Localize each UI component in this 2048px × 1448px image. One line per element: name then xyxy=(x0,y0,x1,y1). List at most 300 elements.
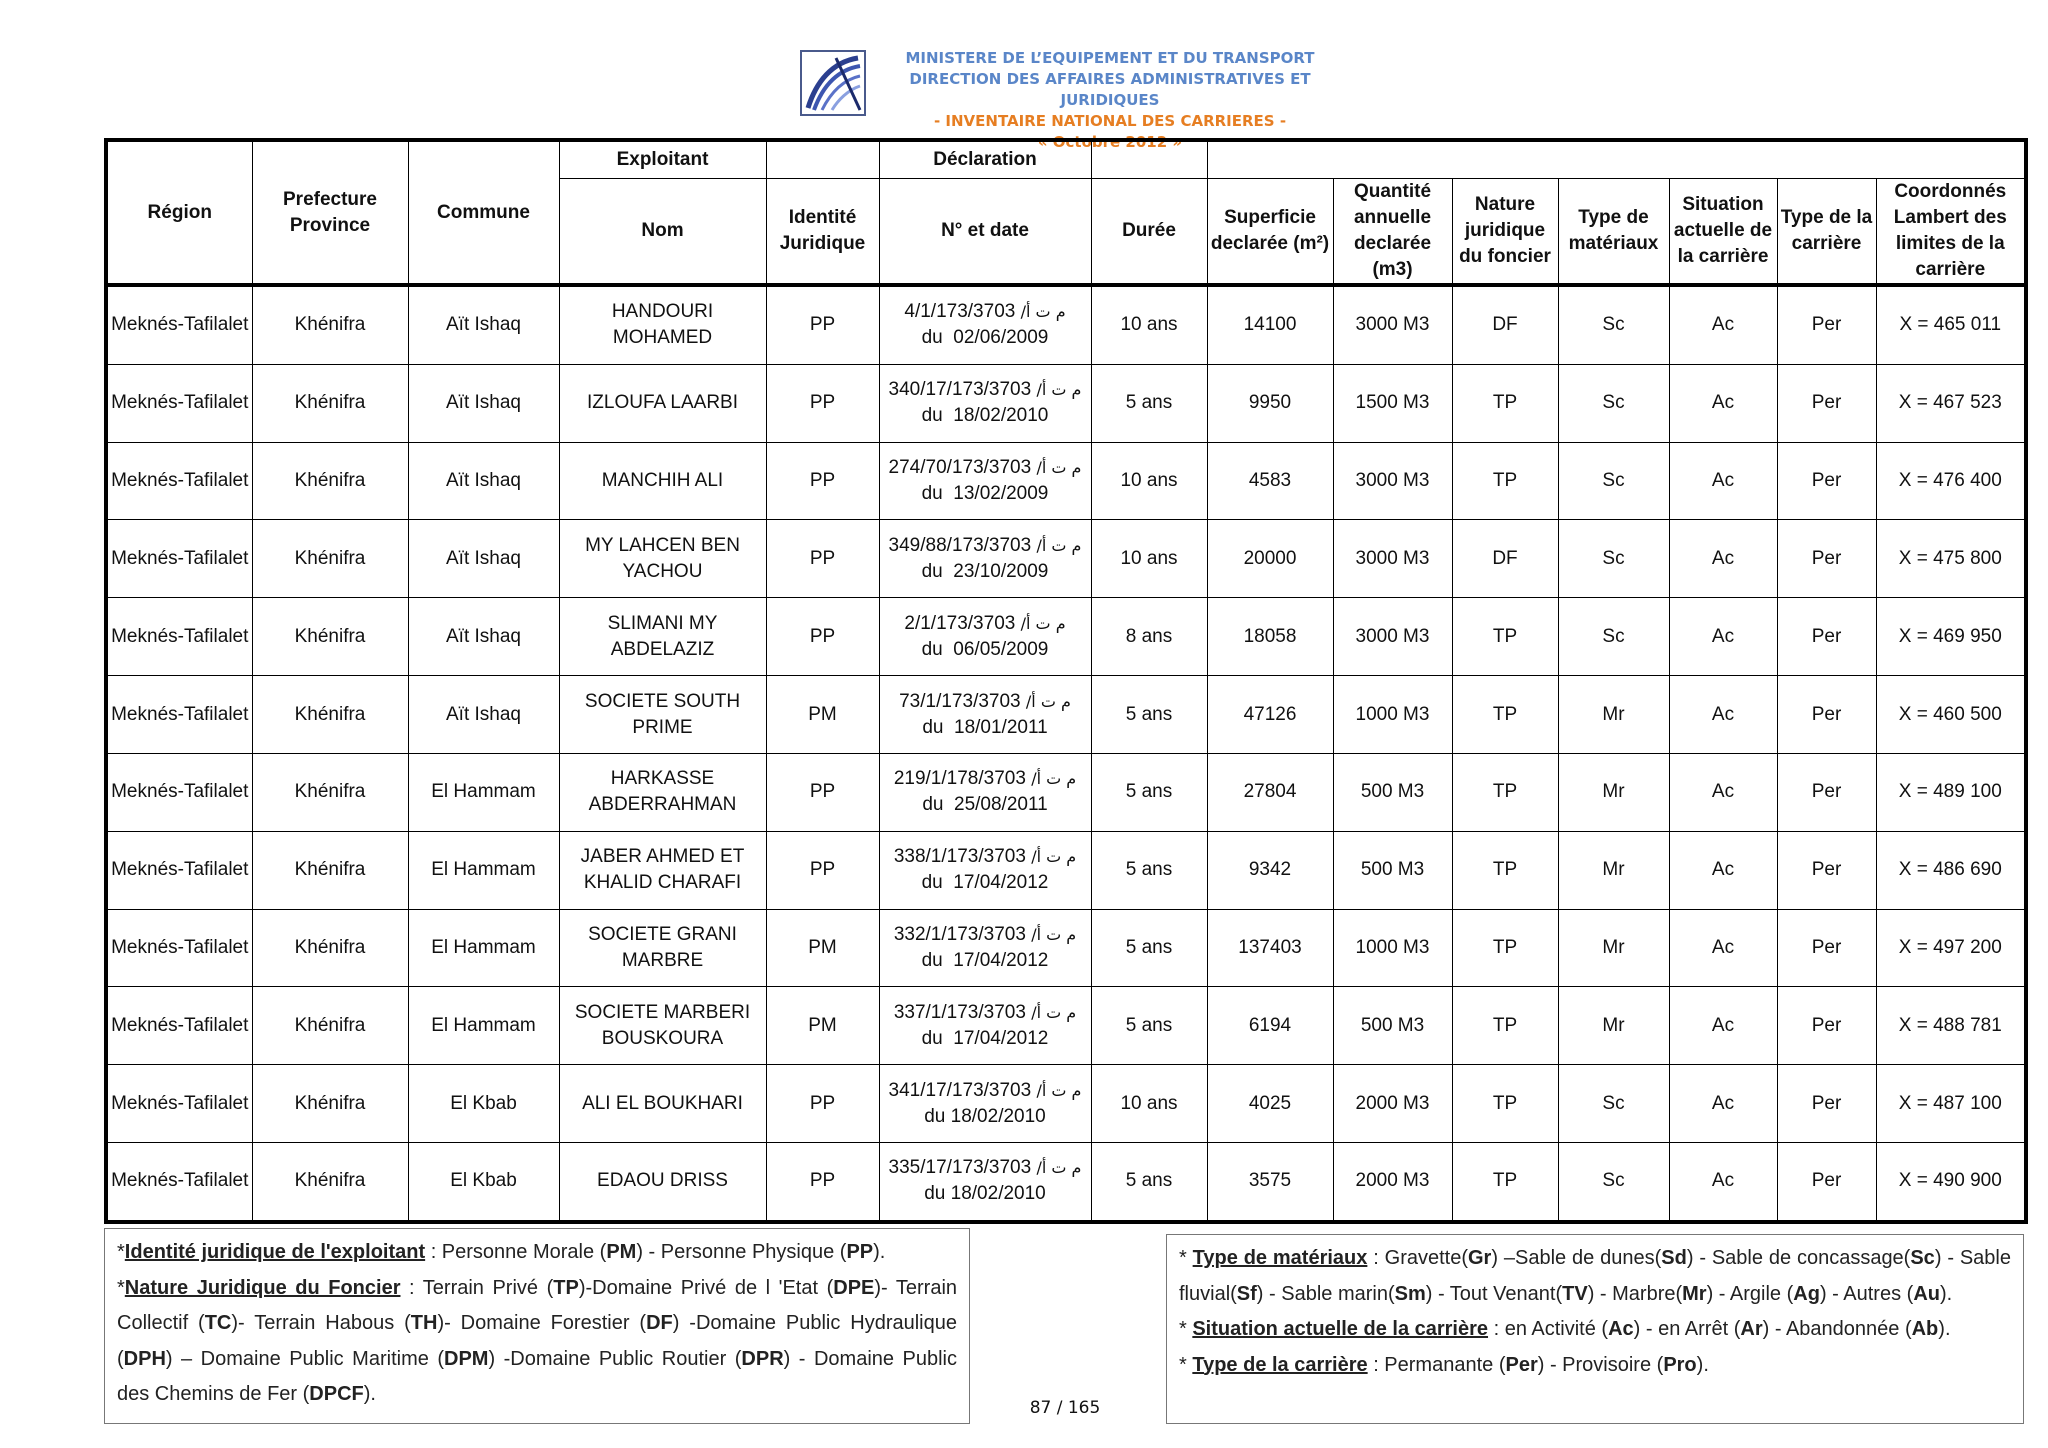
cell-quantite: 3000 M3 xyxy=(1333,598,1452,676)
cell-materiaux: Mr xyxy=(1558,909,1669,987)
cell-nature: TP xyxy=(1452,676,1558,754)
cell-nom: SOCIETE SOUTH PRIME xyxy=(559,676,766,754)
cell-region: Meknés-Tafilalet xyxy=(106,831,252,909)
declaration-date: du 18/02/2010 xyxy=(924,1105,1046,1127)
declaration-number: 349/88/173/3703 xyxy=(888,534,1032,556)
quarries-table xyxy=(104,138,2028,1224)
legend-text: ) - Tout Venant( xyxy=(1425,1282,1563,1305)
cell-quantite: 2000 M3 xyxy=(1333,1142,1452,1222)
cell-nom: ALI EL BOUKHARI xyxy=(559,1065,766,1143)
cell-type: Per xyxy=(1777,520,1876,598)
cell-identite: PP xyxy=(766,442,879,520)
legend-identite-title: Identité juridique de l'exploitant xyxy=(124,1241,426,1263)
cell-type: Per xyxy=(1777,753,1876,831)
cell-materiaux: Sc xyxy=(1558,364,1669,442)
cell-materiaux: Mr xyxy=(1558,987,1669,1065)
col-region: Région xyxy=(106,140,252,285)
cell-coordonnees: X = 490 900 xyxy=(1876,1142,2026,1222)
table-row xyxy=(106,1065,2026,1143)
legend-code: Ag xyxy=(1793,1282,1820,1305)
cell-nom: SOCIETE GRANI MARBRE xyxy=(559,909,766,987)
declaration-number: 73/1/173/3703 xyxy=(899,690,1021,712)
cell-coordonnees: X = 465 011 xyxy=(1876,285,2026,364)
cell-commune: El Hammam xyxy=(408,987,559,1065)
cell-duree: 5 ans xyxy=(1091,831,1207,909)
cell-region: Meknés-Tafilalet xyxy=(106,676,252,754)
cell-quantite: 3000 M3 xyxy=(1333,285,1452,364)
declaration-date: du 17/04/2012 xyxy=(921,949,1049,971)
cell-quantite: 3000 M3 xyxy=(1333,442,1452,520)
cell-duree: 5 ans xyxy=(1091,364,1207,442)
cell-region: Meknés-Tafilalet xyxy=(106,520,252,598)
col-identite: Identité Juridique xyxy=(766,179,879,286)
declaration-number: 219/1/178/3703 xyxy=(893,768,1026,790)
cell-identite: PP xyxy=(766,831,879,909)
cell-nature: TP xyxy=(1452,909,1558,987)
cell-province: Khénifra xyxy=(252,831,408,909)
legend-left xyxy=(104,1228,970,1424)
legend-code: TV xyxy=(1562,1282,1588,1305)
legend-text: ) - Domaine Public des Chemins de Fer ( xyxy=(117,1347,957,1405)
legend-situation-title: Situation actuelle de la carrière xyxy=(1192,1318,1489,1340)
cell-superficie: 4583 xyxy=(1207,442,1333,520)
legend-text: ). xyxy=(873,1241,886,1263)
cell-duree: 10 ans xyxy=(1091,520,1207,598)
document-date: « Octobre 2012 » xyxy=(1037,133,1183,151)
legend-code: Sf xyxy=(1236,1282,1257,1305)
declaration-date: du 06/05/2009 xyxy=(921,638,1049,660)
legend-text: ) - Marbre( xyxy=(1587,1282,1683,1305)
cell-identite: PP xyxy=(766,1142,879,1222)
legend-text: ). xyxy=(1938,1318,1951,1340)
cell-coordonnees: X = 489 100 xyxy=(1876,753,2026,831)
legend-code: Per xyxy=(1505,1353,1538,1376)
col-prefecture: Prefecture Province xyxy=(252,140,408,285)
ministry-name: MINISTERE DE L’EQUIPEMENT ET DU TRANSPORT xyxy=(905,49,1315,67)
declaration-date: du 13/02/2009 xyxy=(921,483,1049,505)
declaration-number: 337/1/173/3703 xyxy=(893,1001,1026,1023)
cell-declaration xyxy=(879,1065,1091,1143)
cell-quantite: 1000 M3 xyxy=(1333,909,1452,987)
cell-nom: HARKASSE ABDERRAHMAN xyxy=(559,753,766,831)
cell-declaration xyxy=(879,753,1091,831)
legend-text: : Gravette( xyxy=(1367,1247,1468,1269)
cell-quantite: 1500 M3 xyxy=(1333,364,1452,442)
legend-situation-items xyxy=(1488,1318,1938,1340)
declaration-number: 4/1/173/3703 xyxy=(904,301,1016,323)
cell-commune: Aït Ishaq xyxy=(408,442,559,520)
cell-declaration xyxy=(879,831,1091,909)
cell-type: Per xyxy=(1777,909,1876,987)
legend-code: Sm xyxy=(1394,1282,1426,1305)
cell-identite: PP xyxy=(766,520,879,598)
cell-province: Khénifra xyxy=(252,442,408,520)
legend-type: * Type de la carrière : Permanante (Per) - Provisoire (Pro). xyxy=(1179,1353,1709,1376)
cell-identite: PP xyxy=(766,285,879,364)
legend-text: ). xyxy=(363,1383,376,1405)
cell-superficie: 4025 xyxy=(1207,1065,1333,1143)
table-row xyxy=(106,520,2026,598)
cell-commune: Aït Ishaq xyxy=(408,598,559,676)
col-coordonnees: Coordonnés Lambert des limites de la carrière xyxy=(1876,179,2026,286)
cell-nature: TP xyxy=(1452,1065,1558,1143)
cell-commune: El Hammam xyxy=(408,831,559,909)
col-nature: Nature juridique du foncier xyxy=(1452,179,1558,286)
col-situation: Situation actuelle de la carrière xyxy=(1669,179,1777,286)
table-row xyxy=(106,598,2026,676)
cell-declaration xyxy=(879,442,1091,520)
legend-text: ) - en Arrêt ( xyxy=(1633,1318,1741,1340)
table-row xyxy=(106,909,2026,987)
cell-commune: El Hammam xyxy=(408,753,559,831)
cell-coordonnees: X = 475 800 xyxy=(1876,520,2026,598)
cell-materiaux: Sc xyxy=(1558,1142,1669,1222)
declaration-date: du 18/02/2010 xyxy=(924,1183,1046,1205)
direction-name: DIRECTION DES AFFAIRES ADMINISTRATIVES ET JURIDIQUES xyxy=(909,70,1311,109)
cell-nom: MY LAHCEN BEN YACHOU xyxy=(559,520,766,598)
declaration-arabic-prefix: م ت أ/ xyxy=(1020,613,1066,633)
legend-code: DPE xyxy=(833,1276,875,1299)
cell-superficie: 137403 xyxy=(1207,909,1333,987)
table-row xyxy=(106,676,2026,754)
legend-materiaux-title: Type de matériaux xyxy=(1192,1247,1368,1269)
legend-right xyxy=(1166,1234,2024,1424)
cell-materiaux: Sc xyxy=(1558,442,1669,520)
ministry-logo-icon xyxy=(800,50,866,116)
declaration-date: du 18/02/2010 xyxy=(921,405,1049,427)
legend-text: ) - Abandonnée ( xyxy=(1762,1318,1912,1340)
cell-nom: IZLOUFA LAARBI xyxy=(559,364,766,442)
cell-identite: PM xyxy=(766,987,879,1065)
cell-commune: Aït Ishaq xyxy=(408,364,559,442)
cell-nature: TP xyxy=(1452,1142,1558,1222)
legend-text: : en Activité ( xyxy=(1488,1318,1609,1340)
cell-type: Per xyxy=(1777,1142,1876,1222)
declaration-number: 332/1/173/3703 xyxy=(893,923,1026,945)
cell-materiaux: Sc xyxy=(1558,1065,1669,1143)
cell-nom: JABER AHMED ET KHALID CHARAFI xyxy=(559,831,766,909)
col-superficie: Superficie declarée (m²) xyxy=(1207,179,1333,286)
cell-coordonnees: X = 476 400 xyxy=(1876,442,2026,520)
cell-nature: TP xyxy=(1452,831,1558,909)
cell-type: Per xyxy=(1777,442,1876,520)
empty-header-cell xyxy=(1207,140,2026,179)
cell-nom: MANCHIH ALI xyxy=(559,442,766,520)
cell-declaration xyxy=(879,364,1091,442)
declaration-date: du 17/04/2012 xyxy=(921,872,1049,894)
cell-superficie: 20000 xyxy=(1207,520,1333,598)
legend-text: : Permanante ( xyxy=(1367,1353,1506,1376)
legend-materiaux: * Type de matériaux : Gravette(Gr) –Sable de dunes(Sd) - Sable de concassage(Sc) - Sable fluvial(Sf) - Sable marin(Sm) - Tout Venant(TV) - Marbre(Mr) - Argile (Ag) - Autres (Au). xyxy=(1179,1247,2011,1305)
cell-nom: SLIMANI MY ABDELAZIZ xyxy=(559,598,766,676)
cell-duree: 8 ans xyxy=(1091,598,1207,676)
legend-code: DPH xyxy=(123,1347,166,1370)
legend-situation: * Situation actuelle de la carrière : en Activité (Ac) - en Arrêt (Ar) - Abandonnée (Ab). xyxy=(1179,1318,1951,1340)
cell-province: Khénifra xyxy=(252,1065,408,1143)
empty-header-cell xyxy=(1091,140,1207,179)
legend-code: DPCF xyxy=(309,1383,364,1405)
cell-superficie: 3575 xyxy=(1207,1142,1333,1222)
cell-duree: 10 ans xyxy=(1091,285,1207,364)
cell-materiaux: Mr xyxy=(1558,831,1669,909)
cell-superficie: 14100 xyxy=(1207,285,1333,364)
cell-nom: SOCIETE MARBERI BOUSKOURA xyxy=(559,987,766,1065)
legend-nature-title: Nature Juridique du Foncier xyxy=(124,1276,401,1299)
cell-nom: EDAOU DRISS xyxy=(559,1142,766,1222)
cell-identite: PP xyxy=(766,753,879,831)
cell-type: Per xyxy=(1777,1065,1876,1143)
legend-text: ) - Provisoire ( xyxy=(1537,1353,1664,1376)
legend-code: Mr xyxy=(1682,1282,1707,1305)
cell-nature: TP xyxy=(1452,753,1558,831)
cell-situation: Ac xyxy=(1669,520,1777,598)
cell-duree: 5 ans xyxy=(1091,676,1207,754)
cell-declaration xyxy=(879,285,1091,364)
cell-identite: PM xyxy=(766,676,879,754)
legend-code: DPR xyxy=(741,1347,784,1370)
col-numero-date: N° et date xyxy=(879,179,1091,286)
cell-declaration xyxy=(879,598,1091,676)
page-number: 87 / 165 xyxy=(1029,1398,1101,1418)
cell-province: Khénifra xyxy=(252,285,408,364)
cell-quantite: 500 M3 xyxy=(1333,753,1452,831)
legend-code: Ac xyxy=(1608,1318,1634,1340)
cell-commune: Aït Ishaq xyxy=(408,520,559,598)
declaration-number: 340/17/173/3703 xyxy=(888,379,1032,401)
cell-nature: TP xyxy=(1452,364,1558,442)
declaration-arabic-prefix: م ت أ/ xyxy=(1025,691,1071,711)
cell-region: Meknés-Tafilalet xyxy=(106,442,252,520)
cell-situation: Ac xyxy=(1669,831,1777,909)
cell-quantite: 3000 M3 xyxy=(1333,520,1452,598)
cell-commune: El Hammam xyxy=(408,909,559,987)
legend-text: ). xyxy=(1939,1282,1953,1305)
cell-duree: 5 ans xyxy=(1091,1142,1207,1222)
cell-province: Khénifra xyxy=(252,909,408,987)
declaration-arabic-prefix: م ت أ/ xyxy=(1036,1080,1082,1100)
legend-text: ) - Sable fluvial( xyxy=(1179,1247,2011,1305)
cell-declaration xyxy=(879,520,1091,598)
declaration-arabic-prefix: م ت أ/ xyxy=(1036,535,1082,555)
cell-region: Meknés-Tafilalet xyxy=(106,1142,252,1222)
declaration-arabic-prefix: م ت أ/ xyxy=(1036,458,1082,478)
cell-region: Meknés-Tafilalet xyxy=(106,285,252,364)
cell-declaration xyxy=(879,676,1091,754)
cell-situation: Ac xyxy=(1669,442,1777,520)
cell-superficie: 18058 xyxy=(1207,598,1333,676)
table-row xyxy=(106,987,2026,1065)
cell-identite: PP xyxy=(766,1065,879,1143)
legend-type-title: Type de la carrière xyxy=(1192,1353,1368,1376)
legend-type-items xyxy=(1368,1354,1697,1376)
cell-nature: TP xyxy=(1452,987,1558,1065)
cell-commune: Aït Ishaq xyxy=(408,676,559,754)
cell-situation: Ac xyxy=(1669,987,1777,1065)
declaration-number: 2/1/173/3703 xyxy=(904,612,1016,634)
declaration-arabic-prefix: م ت أ/ xyxy=(1020,302,1066,322)
legend-code: DPM xyxy=(444,1347,489,1370)
page-header xyxy=(800,48,1340,151)
cell-province: Khénifra xyxy=(252,364,408,442)
legend-code: Au xyxy=(1913,1282,1940,1305)
cell-nature: TP xyxy=(1452,442,1558,520)
cell-region: Meknés-Tafilalet xyxy=(106,598,252,676)
cell-quantite: 1000 M3 xyxy=(1333,676,1452,754)
cell-province: Khénifra xyxy=(252,676,408,754)
legend-code: Gr xyxy=(1468,1247,1492,1269)
cell-region: Meknés-Tafilalet xyxy=(106,909,252,987)
col-commune: Commune xyxy=(408,140,559,285)
legend-text: )- Terrain Collectif ( xyxy=(117,1276,958,1334)
cell-superficie: 9342 xyxy=(1207,831,1333,909)
cell-coordonnees: X = 460 500 xyxy=(1876,676,2026,754)
col-nom: Nom xyxy=(559,179,766,286)
declaration-date: du 02/06/2009 xyxy=(921,327,1049,349)
declaration-date: du 25/08/2011 xyxy=(922,794,1048,816)
legend-code: Sd xyxy=(1661,1247,1687,1269)
legend-code: TC xyxy=(204,1312,232,1334)
cell-province: Khénifra xyxy=(252,1142,408,1222)
legend-text: : Terrain Privé ( xyxy=(400,1276,554,1299)
cell-materiaux: Mr xyxy=(1558,676,1669,754)
declaration-arabic-prefix: م ت أ/ xyxy=(1031,924,1077,944)
table-row xyxy=(106,285,2026,364)
declaration-date: du 17/04/2012 xyxy=(921,1027,1049,1049)
cell-province: Khénifra xyxy=(252,520,408,598)
cell-type: Per xyxy=(1777,285,1876,364)
document-title: - INVENTAIRE NATIONAL DES CARRIERES - xyxy=(933,112,1287,130)
legend-identite: *Identité juridique de l'exploitant : Personne Morale (PM) - Personne Physique (PP). xyxy=(117,1241,886,1263)
cell-type: Per xyxy=(1777,676,1876,754)
declaration-arabic-prefix: م ت أ/ xyxy=(1036,1158,1082,1178)
cell-quantite: 2000 M3 xyxy=(1333,1065,1452,1143)
legend-text: )-Domaine Privé de l 'Etat ( xyxy=(578,1276,834,1299)
cell-region: Meknés-Tafilalet xyxy=(106,1065,252,1143)
cell-quantite: 500 M3 xyxy=(1333,987,1452,1065)
cell-duree: 5 ans xyxy=(1091,987,1207,1065)
table-row xyxy=(106,753,2026,831)
cell-situation: Ac xyxy=(1669,598,1777,676)
cell-situation: Ac xyxy=(1669,676,1777,754)
table-row xyxy=(106,1142,2026,1222)
table-row xyxy=(106,442,2026,520)
cell-situation: Ac xyxy=(1669,285,1777,364)
cell-situation: Ac xyxy=(1669,1065,1777,1143)
cell-situation: Ac xyxy=(1669,1142,1777,1222)
cell-nature: DF xyxy=(1452,285,1558,364)
table-row xyxy=(106,831,2026,909)
table-row xyxy=(106,364,2026,442)
cell-quantite: 500 M3 xyxy=(1333,831,1452,909)
cell-province: Khénifra xyxy=(252,987,408,1065)
cell-type: Per xyxy=(1777,987,1876,1065)
col-type-carriere: Type de la carrière xyxy=(1777,179,1876,286)
cell-superficie: 47126 xyxy=(1207,676,1333,754)
legend-text: ) - Argile ( xyxy=(1706,1282,1794,1305)
legend-code: TH xyxy=(410,1312,438,1334)
cell-situation: Ac xyxy=(1669,364,1777,442)
cell-nom: HANDOURI MOHAMED xyxy=(559,285,766,364)
legend-text: ) -Domaine Public Hydraulique ( xyxy=(117,1312,957,1370)
cell-type: Per xyxy=(1777,831,1876,909)
cell-identite: PP xyxy=(766,598,879,676)
cell-nature: DF xyxy=(1452,520,1558,598)
cell-province: Khénifra xyxy=(252,598,408,676)
legend-text: : Personne Morale ( xyxy=(425,1241,607,1263)
cell-situation: Ac xyxy=(1669,909,1777,987)
cell-situation: Ac xyxy=(1669,753,1777,831)
cell-materiaux: Sc xyxy=(1558,598,1669,676)
declaration-arabic-prefix: م ت أ/ xyxy=(1031,847,1077,867)
declaration-date: du 23/10/2009 xyxy=(921,560,1049,582)
cell-superficie: 27804 xyxy=(1207,753,1333,831)
legend-nature: *Nature Juridique du Foncier : Terrain Privé (TP)-Domaine Privé de l 'Etat (DPE)- Terrain Collectif (TC)- Terrain Habous (TH)- Domaine Forestier (DF) -Domaine Public Hydraulique (DPH) – Domaine Public Maritime (DPM) -Domaine Public Routier (DPR) - Domaine Public des Chemins de Fer (DPCF). xyxy=(117,1276,958,1405)
cell-commune: Aït Ishaq xyxy=(408,285,559,364)
legend-code: Pro xyxy=(1663,1353,1697,1376)
declaration-date: du 18/01/2011 xyxy=(922,716,1048,738)
legend-code: Ab xyxy=(1911,1318,1939,1340)
cell-coordonnees: X = 497 200 xyxy=(1876,909,2026,987)
legend-text: ) –Sable de dunes( xyxy=(1491,1247,1662,1269)
cell-declaration xyxy=(879,1142,1091,1222)
group-declaration: Déclaration xyxy=(879,140,1091,179)
cell-materiaux: Mr xyxy=(1558,753,1669,831)
cell-region: Meknés-Tafilalet xyxy=(106,753,252,831)
legend-text: )- Terrain Habous ( xyxy=(231,1312,411,1334)
col-quantite: Quantité annuelle declarée (m3) xyxy=(1333,179,1452,286)
declaration-number: 338/1/173/3703 xyxy=(893,846,1026,868)
cell-coordonnees: X = 488 781 xyxy=(1876,987,2026,1065)
cell-commune: El Kbab xyxy=(408,1142,559,1222)
cell-duree: 5 ans xyxy=(1091,909,1207,987)
legend-text: ) - Autres ( xyxy=(1819,1282,1914,1305)
cell-region: Meknés-Tafilalet xyxy=(106,987,252,1065)
group-exploitant: Exploitant xyxy=(559,140,766,179)
cell-coordonnees: X = 467 523 xyxy=(1876,364,2026,442)
cell-duree: 10 ans xyxy=(1091,442,1207,520)
legend-code: Sc xyxy=(1910,1247,1935,1269)
declaration-number: 341/17/173/3703 xyxy=(888,1079,1032,1101)
col-duree: Durée xyxy=(1091,179,1207,286)
cell-declaration xyxy=(879,909,1091,987)
legend-text: ) - Sable marin( xyxy=(1256,1282,1395,1305)
cell-materiaux: Sc xyxy=(1558,285,1669,364)
declaration-arabic-prefix: م ت أ/ xyxy=(1036,380,1082,400)
legend-code: TP xyxy=(553,1276,579,1299)
cell-identite: PP xyxy=(766,364,879,442)
cell-identite: PM xyxy=(766,909,879,987)
cell-superficie: 9950 xyxy=(1207,364,1333,442)
cell-commune: El Kbab xyxy=(408,1065,559,1143)
declaration-number: 274/70/173/3703 xyxy=(888,457,1032,479)
table-body xyxy=(106,285,2026,1222)
cell-type: Per xyxy=(1777,598,1876,676)
cell-region: Meknés-Tafilalet xyxy=(106,364,252,442)
legend-text: )- Domaine Forestier ( xyxy=(437,1312,647,1334)
legend-text: ) – Domaine Public Maritime ( xyxy=(165,1347,445,1370)
cell-superficie: 6194 xyxy=(1207,987,1333,1065)
cell-coordonnees: X = 486 690 xyxy=(1876,831,2026,909)
cell-coordonnees: X = 469 950 xyxy=(1876,598,2026,676)
cell-duree: 10 ans xyxy=(1091,1065,1207,1143)
cell-type: Per xyxy=(1777,364,1876,442)
legend-code: DF xyxy=(646,1312,673,1334)
declaration-arabic-prefix: م ت أ/ xyxy=(1031,769,1077,789)
legend-text: ) -Domaine Public Routier ( xyxy=(488,1347,742,1370)
legend-code: PM xyxy=(606,1241,637,1263)
cell-province: Khénifra xyxy=(252,753,408,831)
legend-code: PP xyxy=(846,1241,874,1263)
